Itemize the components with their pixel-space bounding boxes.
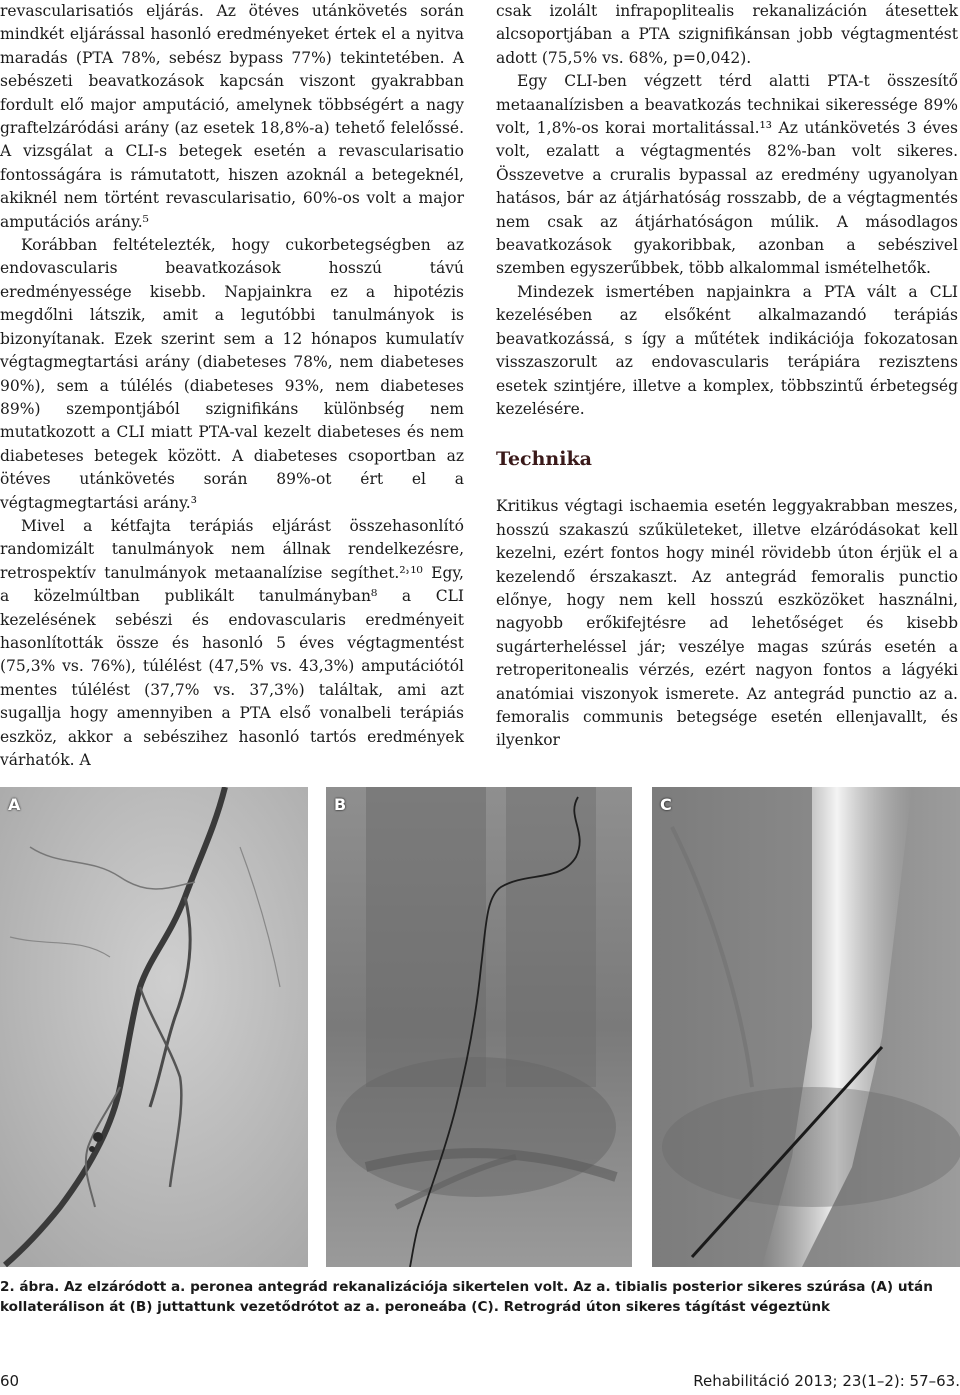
figure-caption: 2. ábra. Az elzáródott a. peronea antegrád rekanalizációja sikertelen volt. Az a. tibialis posterior sikeres szúrása (A) után kollaterálison át (B) juttattunk vezetődrótot az a. peroneába (C). Retrográd úton sikeres tágítást végeztünk (0, 1279, 933, 1315)
section-heading-technika: Technika (496, 448, 592, 471)
angiogram-a-image (0, 787, 308, 1267)
angiogram-b-image (326, 787, 632, 1267)
page-number: 60 (0, 1372, 20, 1390)
figure-panel-c (652, 787, 960, 1267)
right-paragraph-3: Mindezek ismertében napjainkra a PTA vált a CLI kezelésében az elsőként alkalmazandó terápiás beavatkozássá, s így a műtétek indikációja fokozatosan visszaszorult az endovascularis terápiára rezisztens esetek szintjére, illetve a komplex, többszintű érbetegség kezelésére. (496, 282, 958, 418)
panel-label-c: C (660, 795, 672, 814)
right-text-column (496, 0, 958, 753)
panel-label-b: B (334, 795, 347, 814)
left-paragraph-2: Korábban feltételezték, hogy cukorbetegségben az endovascularis beavatkozások hosszú távú eredményessége kisebb. Napjainkra ez a hipotézis megdőlni látszik, amit a legutóbbi tanulmányok is bizonyítanak. Ezek szerint sem a 12 hónapos kumulatív végtagmegtartási arány (diabeteses 78%, nem diabeteses 90%), sem a túlélés (diabeteses 93%, nem diabeteses 89%) szempontjából szignifikáns különbség nem mutatkozott a CLI miatt PTA-val kezelt diabeteses és nem diabeteses betegek között. A diabeteses csoportban az ötéves utánkövetés során 89%-ot ért el a végtagmegtartási arány.³ (0, 236, 464, 512)
figure-panel-a (0, 787, 308, 1267)
panel-label-a: A (8, 795, 21, 814)
right-paragraph-4: Kritikus végtagi ischaemia esetén leggyakrabban meszes, hosszú szakaszú szűkületeket, illetve elzáródásokat kell kezelni, ezért fontos hogy minél rövidebb úton érjük el a kezelendő érszakaszt. Az antegrád femoralis punctio előnye, hogy nem kell hosszú eszközöket használni, nagyobb erőkifejtésre ad lehetőséget és kisebb sugárterheléssel jár; veszélye magas szúrás esetén a retroperitonealis vérzés, ezért nagyon fontos a lágyéki anatómiai viszonyok ismerete. Az antegrád punctio az a. femoralis communis betegsége esetén ellenjavallt, és ilyenkor (496, 497, 958, 750)
left-paragraph-3: Mivel a kétfajta terápiás eljárást összehasonlító randomizált tanulmányok nem állnak rendelkezésre, retrospektív tanulmányok metaanalízise segíthet.²˒¹⁰ Egy, a közelmúltban publikált tanulmányban⁸ a CLI kezelésének sebészi és endovascularis eredményeit hasonlították össze és hasonló 5 éves végtagmentést (75,3% vs. 76%), túlélést (47,5% vs. 43,3%) amputációtól mentes túlélést (37,7% vs. 37,3%) találtak, ami azt sugallja hogy amennyiben a PTA első vonalbeli terápiás eszköz, akkor a sebészihez hasonló tartós eredmények várhatók. A (0, 516, 464, 769)
figure-panel-b (326, 787, 632, 1267)
right-paragraph-2: Egy CLI-ben végzett térd alatti PTA-t összesítő metaanalízisben a beavatkozás technikai sikeressége 89% volt, 1,8%-os korai mortalitással.¹³ Az utánkövetés 3 éves volt, ezalatt a végtagmentés 82%-ban volt sikeres. Összevetve a cruralis bypassal az eredmény ugyanolyan hatásos, bár az átjárhatóság rosszabb, de a végtagmentés nem csak az átjárhatóságon múlik. A másodlagos beavatkozások gyakoribbak, azonban a sebészivel szemben egyszerűbbek, több alkalommal ismételhetők. (496, 72, 958, 278)
left-text-column (0, 0, 464, 772)
journal-citation: Rehabilitáció 2013; 23(1–2): 57–63. (693, 1372, 960, 1390)
angiogram-c-image (652, 787, 960, 1267)
left-paragraph-1: revascularisatiós eljárás. Az ötéves utánkövetés során mindkét eljárással hasonló eredményeket értek el a nyitva maradás (PTA 78%, sebész bypass 77%) tekintetében. A sebészeti beavatkozások kapcsán viszont gyakrabban fordult elő major amputáció, amelynek többségért a nagy graftelzáródási arány (az esetek 18,8%-a) tehető felelőssé. A vizsgálat a CLI-s betegek esetén a revascularisatio fontosságára is rámutatott, hiszen azoknál a betegeknél, akiknél nem történt revascularisatio, 60%-os volt a major amputációs arány.⁵ (0, 2, 464, 231)
right-paragraph-1: csak izolált infrapoplitealis rekanalizáción átesettek alcsoportjában a PTA szignifikánsan jobb végtagmentést adott (75,5% vs. 68%, p=0,042). (496, 2, 958, 67)
